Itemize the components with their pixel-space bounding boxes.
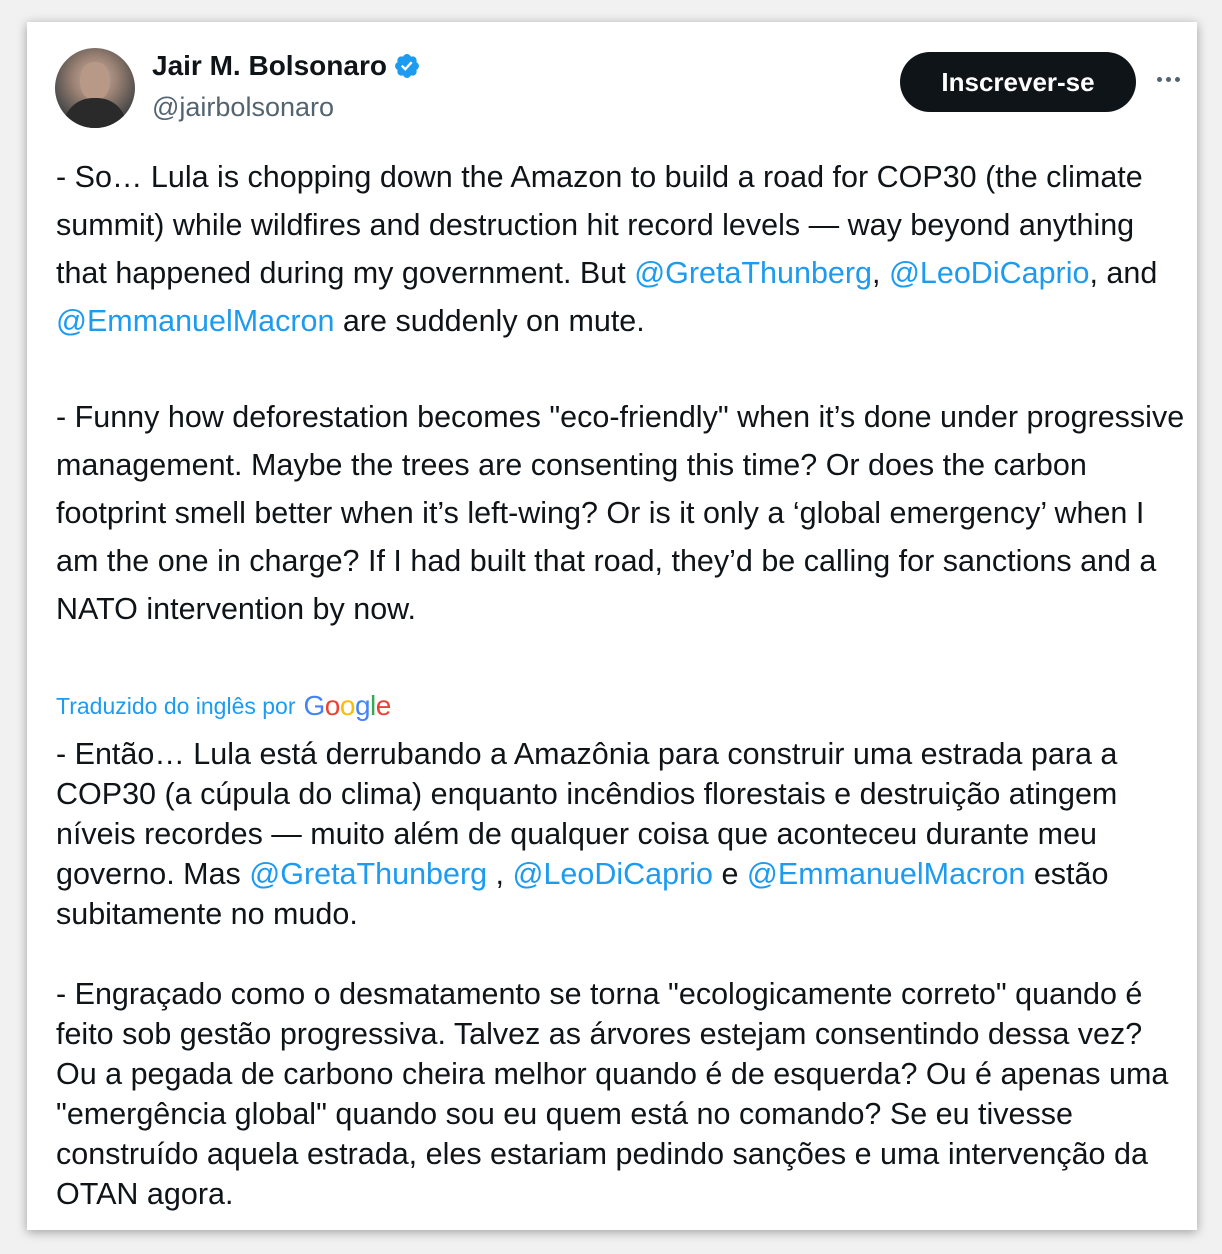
tweet-card	[27, 22, 1197, 1230]
tweet-text	[56, 153, 1193, 633]
author-name[interactable]: Jair M. Bolsonaro	[152, 50, 387, 81]
mention-link[interactable]: @LeoDiCaprio	[512, 857, 713, 891]
dot	[1166, 77, 1171, 82]
translation-paragraph-2: - Engraçado como o desmatamento se torna "ecologicamente correto" quando é feito sob gestão progressiva. Talvez as árvores estejam consentindo dessa vez? Ou a pegada de carbono cheira melhor quando é de esquerda? Ou é apenas uma "emergência global" quando sou eu quem está no comando? Se eu tivesse construído aquela estrada, eles estariam pedindo sanções e uma intervenção da OTAN agora.	[56, 977, 1177, 1211]
google-logo: Google	[303, 690, 391, 721]
translation-text-segment: - Então… Lula está derrubando a Amazônia para construir uma estrada para a COP30 (a cúpula do clima) enquanto incêndios florestais e destruição atingem níveis recordes — muito além de qualquer coisa que aconteceu durante meu governo. Mas	[56, 737, 1126, 891]
translation-paragraph-1	[56, 734, 1191, 934]
tweet-text-segment: are suddenly on mute.	[334, 304, 645, 338]
translation-text-segment: estão subitamente no mudo.	[56, 857, 1117, 931]
paragraph-gap	[56, 934, 1191, 974]
avatar[interactable]	[55, 48, 135, 128]
author-handle[interactable]: @jairbolsonaro	[152, 92, 334, 122]
author-name-row[interactable]	[152, 50, 421, 82]
dot	[1157, 77, 1162, 82]
tweet-paragraph-2: - Funny how deforestation becomes "eco-friendly" when it’s done under progressive management. Maybe the trees are consenting this time? Or does the carbon footprint smell better when it’s left-wing? Or is it only a ‘global emergency’ when I am the one in charge? If I had built that road, they’d be calling for sanctions and a NATO intervention by now.	[56, 400, 1193, 626]
tweet-text-segment: ,	[872, 256, 889, 290]
verified-badge-icon	[393, 52, 421, 80]
translation-text-segment: ,	[487, 857, 513, 891]
mention-link[interactable]: @EmmanuelMacron	[56, 304, 335, 338]
avatar-face	[80, 62, 110, 100]
mention-link[interactable]: @LeoDiCaprio	[888, 256, 1090, 290]
dot	[1175, 77, 1180, 82]
more-options-icon[interactable]	[1151, 62, 1185, 96]
translation-label[interactable]: Traduzido do inglês por	[56, 692, 296, 719]
paragraph-gap	[56, 345, 1186, 393]
tweet-text-segment: , and	[1089, 256, 1166, 290]
mention-link[interactable]: @GretaThunberg	[249, 857, 488, 891]
translation-text-segment: e	[713, 857, 747, 891]
avatar-suit	[63, 98, 127, 128]
translation-attribution[interactable]	[56, 690, 391, 722]
translation-text	[56, 734, 1191, 1214]
tweet-text-segment: - So… Lula is chopping down the Amazon to build a road for COP30 (the climate summit) while wildfires and destruction hit record levels — way beyond anything that happened during my government. But	[56, 160, 1152, 290]
tweet-paragraph-1	[56, 153, 1186, 345]
subscribe-button[interactable]: Inscrever-se	[900, 52, 1136, 112]
mention-link[interactable]: @EmmanuelMacron	[746, 857, 1026, 891]
mention-link[interactable]: @GretaThunberg	[634, 256, 872, 290]
